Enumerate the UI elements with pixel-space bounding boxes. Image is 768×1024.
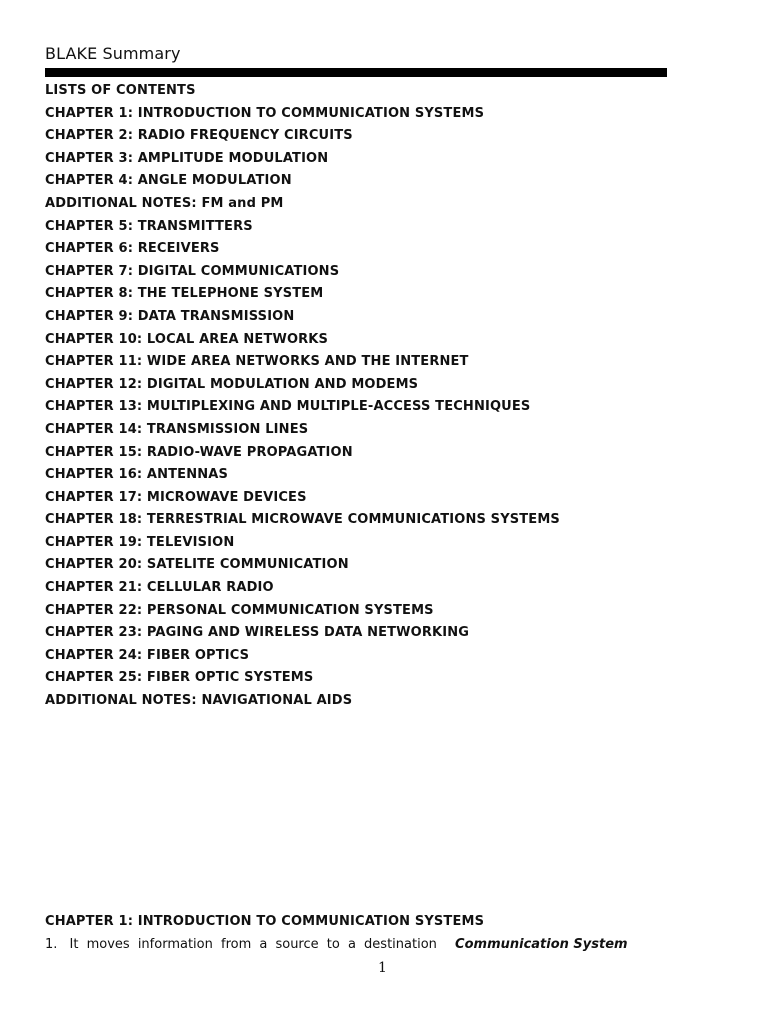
toc-item: CHAPTER 21: CELLULAR RADIO bbox=[45, 580, 274, 596]
toc-item: CHAPTER 5: TRANSMITTERS bbox=[45, 218, 253, 234]
toc-item: CHAPTER 24: FIBER OPTICS bbox=[45, 647, 250, 663]
toc-item: CHAPTER 20: SATELITE COMMUNICATION bbox=[45, 557, 349, 573]
question-number: 1. bbox=[45, 937, 58, 952]
question-answer: Communication System bbox=[455, 937, 628, 952]
toc-item: CHAPTER 9: DATA TRANSMISSION bbox=[45, 308, 295, 324]
toc-item: CHAPTER 6: RECEIVERS bbox=[45, 241, 220, 257]
toc-item: CHAPTER 16: ANTENNAS bbox=[45, 467, 228, 483]
question-item bbox=[45, 937, 628, 952]
toc-item: CHAPTER 13: MULTIPLEXING AND MULTIPLE-ACCESS TECHNIQUES bbox=[45, 399, 531, 415]
toc-item: CHAPTER 23: PAGING AND WIRELESS DATA NETWORKING bbox=[45, 625, 470, 641]
toc-item: ADDITIONAL NOTES: NAVIGATIONAL AIDS bbox=[45, 693, 353, 709]
page-number: 1 bbox=[378, 960, 387, 976]
toc-item: CHAPTER 22: PERSONAL COMMUNICATION SYSTEMS bbox=[45, 602, 434, 618]
toc-item: CHAPTER 17: MICROWAVE DEVICES bbox=[45, 489, 307, 505]
toc-item: CHAPTER 10: LOCAL AREA NETWORKS bbox=[45, 331, 329, 347]
toc-item: CHAPTER 11: WIDE AREA NETWORKS AND THE INTERNET bbox=[45, 354, 469, 370]
toc-item: CHAPTER 19: TELEVISION bbox=[45, 534, 235, 550]
section-heading: CHAPTER 1: INTRODUCTION TO COMMUNICATION SYSTEMS bbox=[45, 914, 485, 929]
toc-item: CHAPTER 3: AMPLITUDE MODULATION bbox=[45, 150, 329, 166]
toc-heading: LISTS OF CONTENTS bbox=[45, 83, 196, 98]
document-header: BLAKE Summary bbox=[45, 44, 181, 63]
toc-item: CHAPTER 1: INTRODUCTION TO COMMUNICATION SYSTEMS bbox=[45, 105, 485, 121]
toc-item: CHAPTER 7: DIGITAL COMMUNICATIONS bbox=[45, 263, 340, 279]
question-text: It moves information from a source to a destination bbox=[69, 937, 437, 952]
toc-item: CHAPTER 4: ANGLE MODULATION bbox=[45, 173, 292, 189]
toc-item: CHAPTER 18: TERRESTRIAL MICROWAVE COMMUNICATIONS SYSTEMS bbox=[45, 512, 560, 528]
toc-item: CHAPTER 14: TRANSMISSION LINES bbox=[45, 421, 309, 437]
toc-item: CHAPTER 8: THE TELEPHONE SYSTEM bbox=[45, 286, 324, 302]
toc-item: CHAPTER 15: RADIO-WAVE PROPAGATION bbox=[45, 444, 353, 460]
table-of-contents bbox=[45, 80, 560, 713]
toc-item: ADDITIONAL NOTES: FM and PM bbox=[45, 195, 284, 211]
toc-item: CHAPTER 12: DIGITAL MODULATION AND MODEMS bbox=[45, 376, 419, 392]
toc-item: CHAPTER 25: FIBER OPTIC SYSTEMS bbox=[45, 670, 314, 686]
header-rule bbox=[45, 68, 667, 77]
toc-item: CHAPTER 2: RADIO FREQUENCY CIRCUITS bbox=[45, 128, 353, 144]
